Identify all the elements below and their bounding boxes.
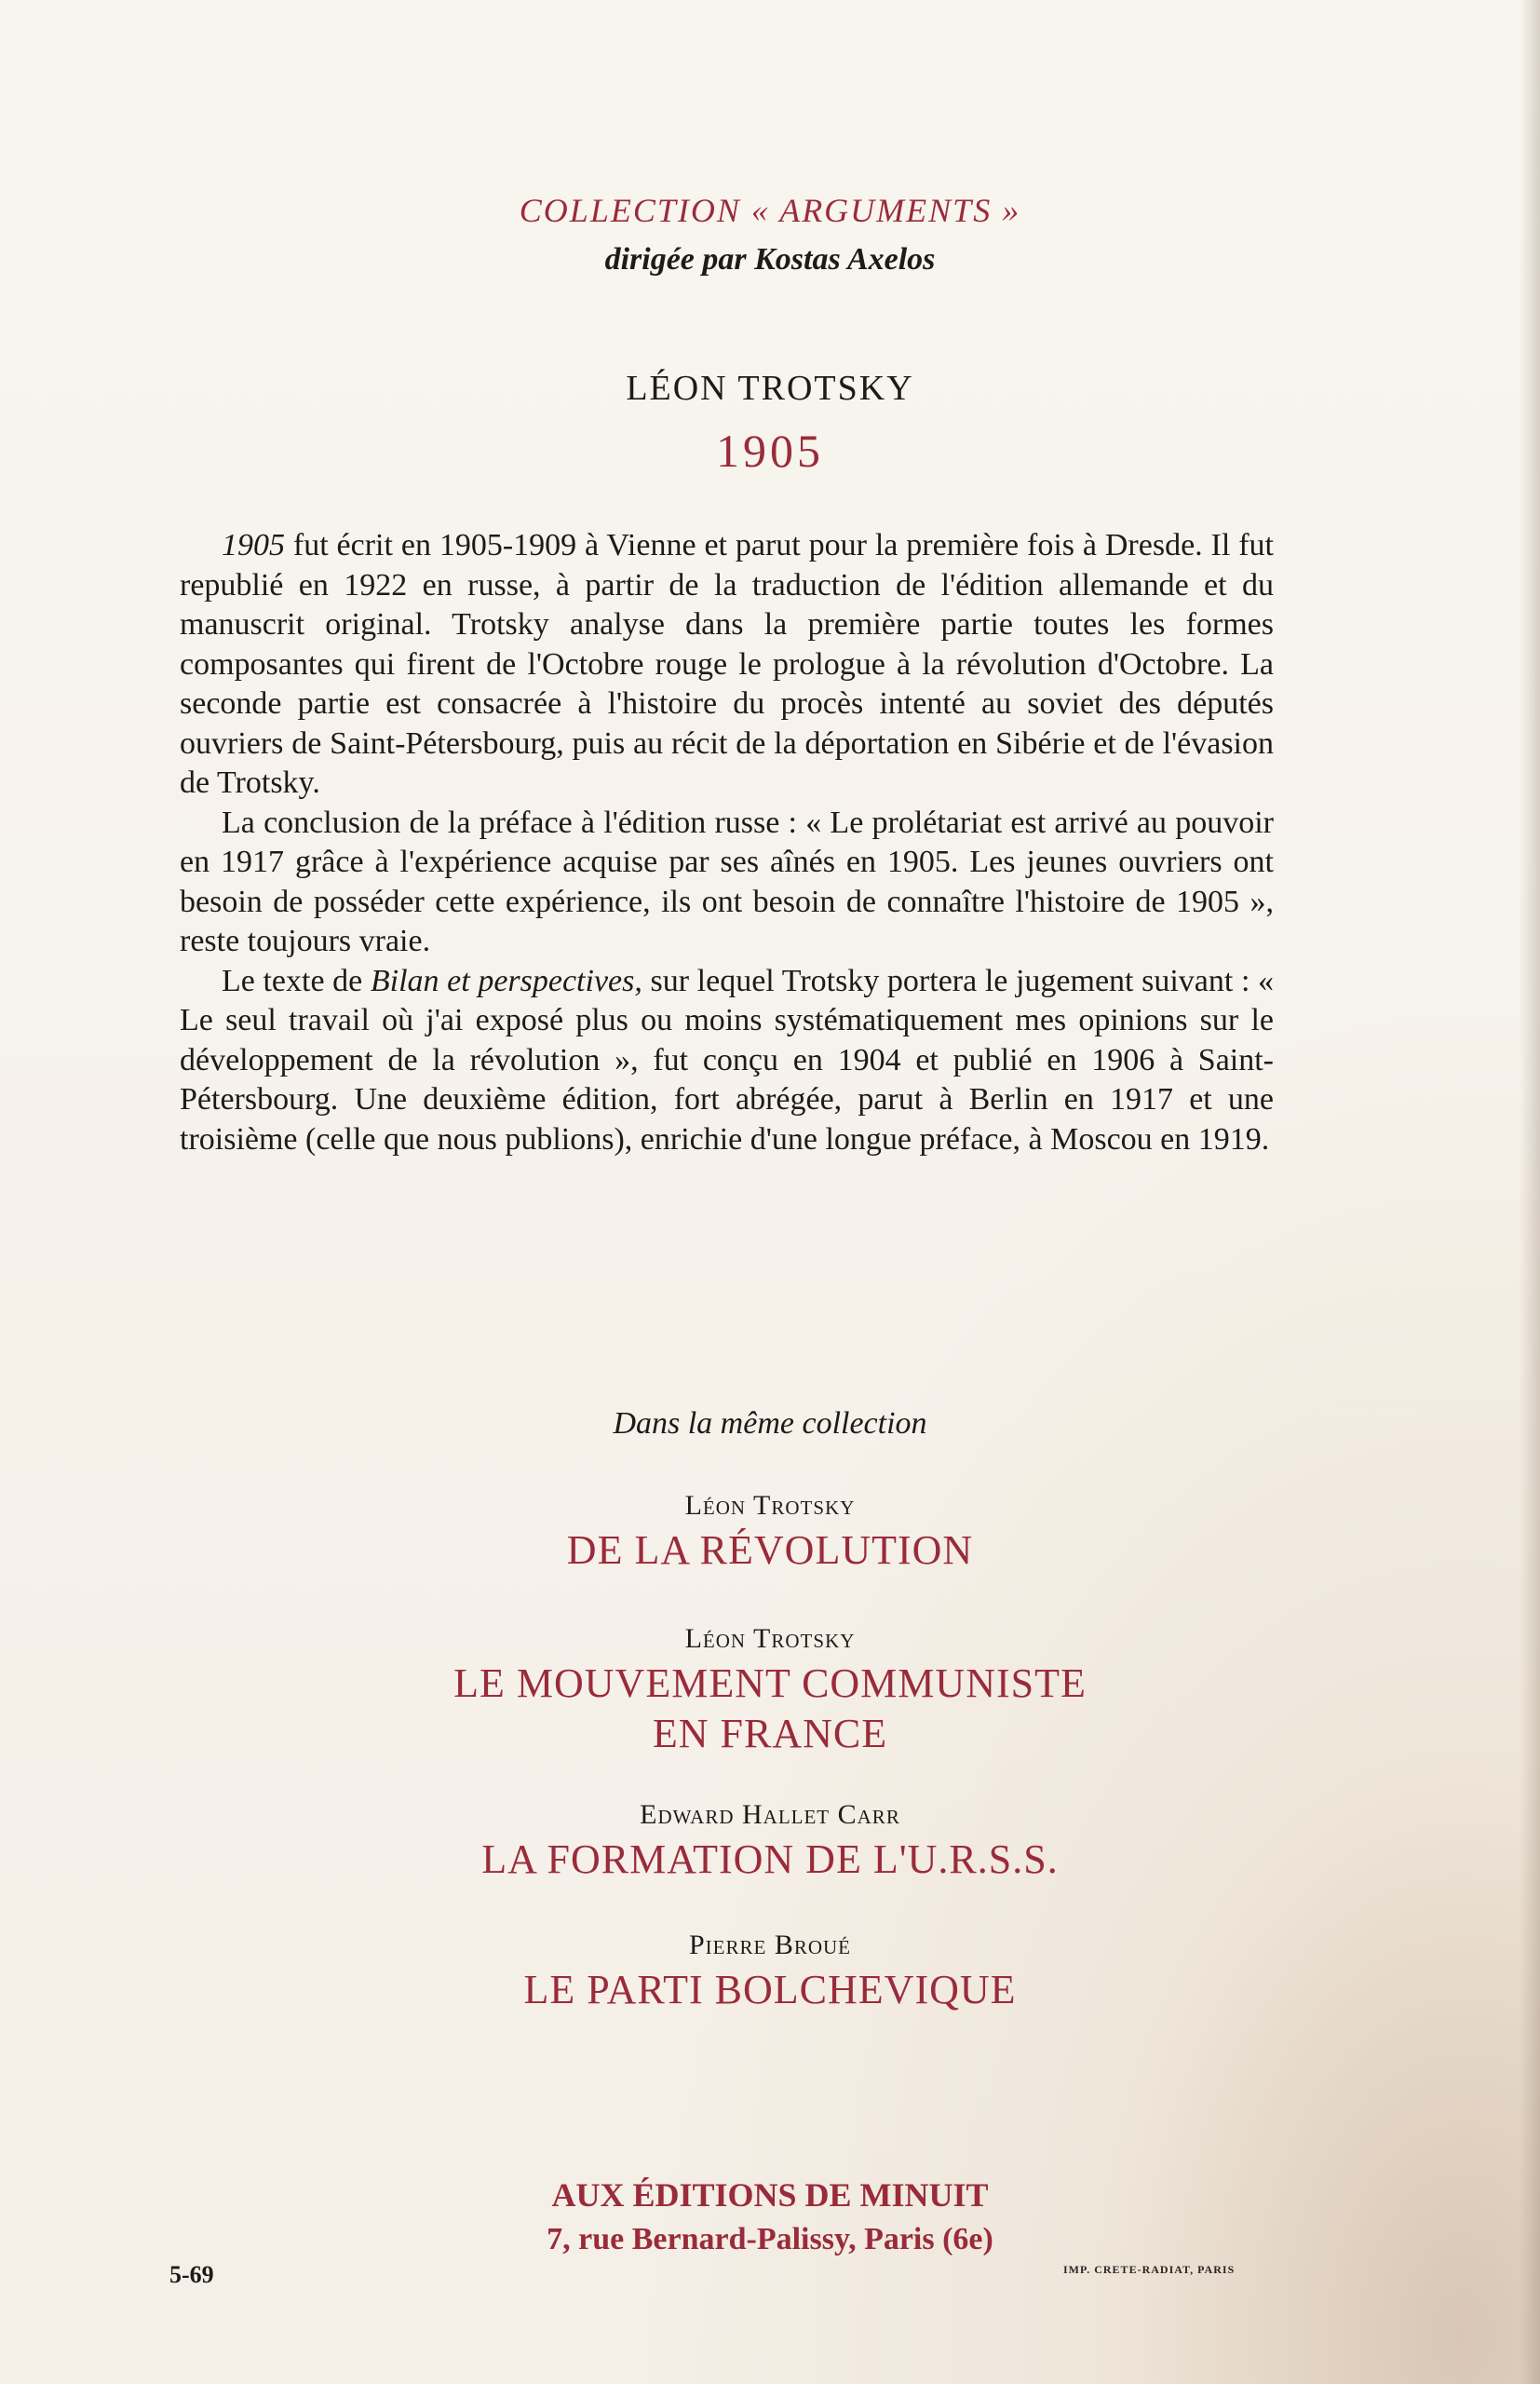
print-code: 5-69 — [169, 2261, 214, 2288]
collection-director: dirigée par Kostas Axelos — [604, 242, 936, 277]
collection-item — [0, 1490, 1540, 1576]
description-paragraph-3 — [180, 962, 1274, 1160]
collection-item-title: DE LA RÉVOLUTION — [566, 1527, 974, 1573]
collection-item — [0, 1623, 1540, 1759]
collection-item-title: LA FORMATION DE L'U.R.S.S. — [481, 1836, 1059, 1882]
collection-title: COLLECTION « ARGUMENTS » — [519, 192, 1021, 229]
page-edge-shadow — [1520, 0, 1540, 2384]
collection-item-author: Léon Trotsky — [684, 1623, 856, 1654]
description-cited-title: Bilan et perspectives, — [370, 963, 642, 998]
printer-imprint: IMP. CRETE-RADIAT, PARIS — [1063, 2263, 1236, 2276]
book-author: LÉON TROTSKY — [626, 369, 914, 408]
description-paragraph-1-text: fut écrit en 1905-1909 à Vienne et parut pour la première fois à Dresde. Il fut republié en 1922 en russe, à partir de la traduction de l'édition allemande et du manuscrit original. Trotsky analyse dans la première partie toutes les formes composantes qui firent de l'Octobre rouge le prologue à la révolution d'Octobre. La seconde partie est consacrée à l'histoire du procès intenté au soviet des députés ouvriers de Saint-Pétersbourg, puis au récit de la déportation en Sibérie et de l'évasion de Trotsky. — [180, 528, 1274, 800]
description-paragraph-2: La conclusion de la préface à l'édition russe : « Le prolétariat est arrivé au pouvoir en 1917 grâce à l'expérience acquise par ses aînés en 1905. Les jeunes ouvriers ont besoin de posséder cette expérience, ils ont besoin de connaître l'histoire de 1905 », reste toujours vraie. — [180, 805, 1274, 958]
description-text — [180, 526, 1274, 1159]
publisher-name: AUX ÉDITIONS DE MINUIT — [551, 2176, 989, 2214]
publisher-address: 7, rue Bernard-Palissy, Paris (6e) — [547, 2222, 993, 2256]
description-paragraph-3-lead: Le texte de — [222, 963, 371, 998]
description-paragraph-3-text: sur lequel Trotsky portera le jugement suivant : « Le seul travail où j'ai exposé plus ou moins systématiquement mes opinions sur le développement de la révolution », fut conçu en 1904 et publié en 1906 à Saint-Pétersbourg. Une deuxième édition, fort abrégée, parut à Berlin en 1917 et une troisième (celle que nous publions), enrichie d'une longue préface, à Moscou en 1919. — [180, 963, 1275, 1157]
collection-item-title: LE MOUVEMENT COMMUNISTE — [453, 1660, 1087, 1706]
collection-item — [0, 1799, 1540, 1885]
collection-item-author: Léon Trotsky — [684, 1490, 856, 1521]
same-collection-heading: Dans la même collection — [613, 1406, 927, 1441]
collection-item-author: Pierre Broué — [688, 1930, 852, 1960]
description-book-title: 1905 — [222, 528, 285, 562]
collection-item-author: Edward Hallet Carr — [640, 1799, 900, 1830]
collection-item — [0, 1930, 1540, 2015]
description-paragraph-1 — [180, 526, 1274, 804]
book-title: 1905 — [716, 425, 824, 477]
collection-item-title: LE PARTI BOLCHEVIQUE — [523, 1967, 1017, 2012]
collection-item-title: EN FRANCE — [652, 1711, 888, 1756]
